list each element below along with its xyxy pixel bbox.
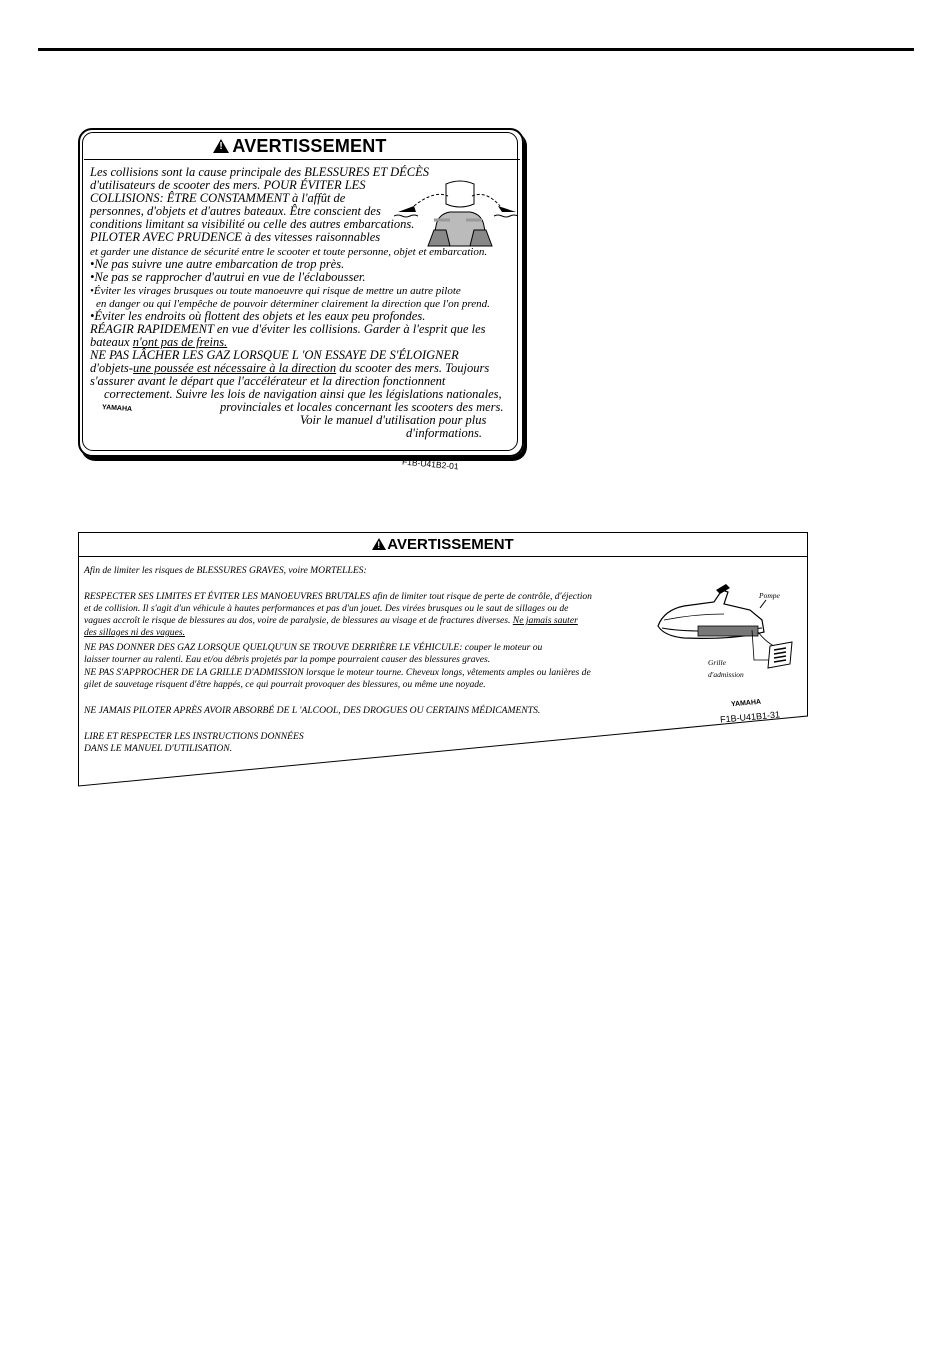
text-line: d'utilisateurs de scooter des mers. POUR ÉVITER LES [90,178,366,192]
para-text-underlined: des sillages ni des vagues. [84,627,185,638]
para-text: afin de limiter tout risque de perte de contrôle, d'éjection [370,591,592,602]
text-line: du scooter des mers. Toujours [336,361,490,375]
text-line: d'objets- [90,361,133,375]
para-text: et de collision. Il s'agit d'un véhicule à hautes performances et pas d'un jouet. Des virées brusques ou le saut de sillages ou de [84,603,569,614]
label-header [78,536,808,554]
text-line-underlined: une poussée est nécessaire à la direction [132,361,337,375]
text-line: en danger ou qui l'empêche de pouvoir déterminer clairement la direction que l'on prend. [96,298,490,310]
para-text: LIRE ET RESPECTER LES INSTRUCTIONS DONNÉES [84,731,304,742]
text-line: bateaux [90,335,133,349]
para-lead: RESPECTER SES LIMITES ET ÉVITER LES MANOEUVRES BRUTALES [84,591,371,602]
text-line: correctement. Suivre les lois de navigation ainsi que les législations nationales, [104,387,502,401]
intake-grille-callout-line2: d'admission [708,670,744,679]
label-title: AVERTISSEMENT [232,136,387,156]
collision-illustration [394,176,520,248]
para-lead: NE PAS DONNER DES GAZ LORSQUE QUELQU'UN SE TROUVE DERRIÈRE LE VÉHICULE [84,642,460,653]
para-text: : couper le moteur ou [459,642,543,653]
text-line-underlined: n'ont pas de freins. [132,335,228,349]
text-line: PILOTER AVEC PRUDENCE à des vitesses raisonnables [90,230,381,244]
warning-label-collision [78,128,528,472]
intake-grille-callout-line1: Grille [708,658,726,667]
text-line: et garder une distance de sécurité entre le scooter et toute personne, objet et embarcation. [90,246,488,258]
text-line: s'assurer avant le départ que l'accélérateur et la direction fonctionnent [90,374,446,388]
text-line: Voir le manuel d'utilisation pour plus [300,413,487,427]
para-text: laisser tourner au ralenti. Eau et/ou débris projetés par la pompe pourraient causer des blessures graves. [84,654,491,665]
page-top-rule [38,48,914,51]
text-line: COLLISIONS: ÊTRE CONSTAMMENT à l'affût de [90,191,346,205]
part-code: F1B-U41B1-31 [719,709,781,725]
text-line: provinciales et locales concernant les scooters des mers. [220,400,504,414]
text-line: conditions limitant sa visibilité ou celle des autres embarcations. [90,217,415,231]
text-line: •Ne pas se rapprocher d'autrui en vue de l'éclabousser. [90,270,366,284]
text-line: Les collisions sont la cause principale des BLESSURES ET DÉCÈS [90,165,429,179]
text-line: •Éviter les virages brusques ou toute manoeuvre qui risque de mettre un autre pilote [90,285,461,297]
para-lead: NE PAS S'APPROCHER DE LA GRILLE D'ADMISSION [84,667,304,678]
text-line: •Ne pas suivre une autre embarcation de trop près. [90,257,345,271]
text-line: NE PAS LÂCHER LES GAZ LORSQUE L 'ON ESSAYE DE S'ÉLOIGNER [90,348,459,362]
warning-label-safety [78,532,808,788]
para-text: lorsque le moteur tourne. Cheveux longs, vêtements amples ou lanières de [303,667,591,678]
warning-triangle-icon [213,139,229,153]
para-text: vagues accroît le risque de blessures au dos, voire de paralysie, de blessures au visage et de fractures diverses. [84,615,513,626]
brand-logo: YAMAHA [730,698,762,709]
para-text: gilet de sauvetage risquent d'être happés, ce qui pourrait provoquer des blessures, ou même une noyade. [84,679,486,690]
text-line: d'informations. [406,426,482,440]
label-header [83,136,517,158]
brand-logo: YAMAHA [101,403,133,414]
text-line: personnes, d'objets et d'autres bateaux. Être conscient des [90,204,381,218]
pump-callout: Pompe [759,591,780,600]
text-line: RÉAGIR RAPIDEMENT en vue d'éviter les collisions. Garder à l'esprit que les [90,322,486,336]
label-title: AVERTISSEMENT [387,536,514,553]
para-text-underlined: Ne jamais sauter [512,615,578,626]
para-text: NE JAMAIS PILOTER APRÈS AVOIR ABSORBÉ DE L 'ALCOOL, DES DROGUES OU CERTAINS MÉDICAMENTS. [84,705,541,716]
intro-text: Afin de limiter les risques de BLESSURES GRAVES, voire MORTELLES: [84,565,367,576]
warning-triangle-icon [372,538,386,550]
text-line: •Éviter les endroits où flottent des objets et les eaux peu profondes. [90,309,426,323]
header-divider [84,159,520,160]
para-text: DANS LE MANUEL D'UTILISATION. [84,743,233,754]
part-code: F1B-U41B2-01 [401,456,460,472]
